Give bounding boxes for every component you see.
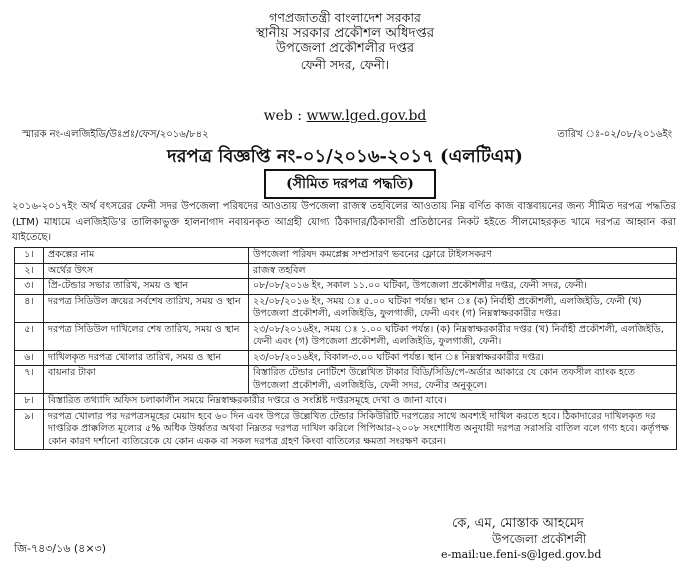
- row-value: বিস্তারিত টেন্ডার নোটিশে উল্লেখিত টাকার বিডি/সিডি/পে-অর্ডার আকারে যে কোন তফসীল ব্যাংক হতে উপজেলা প্রকৌশলী, এলজিইডি, ফেনী সদর, ফেনীর অনুকূলে।: [249, 366, 677, 394]
- row-number: ৯।: [15, 409, 44, 450]
- website-link[interactable]: www.lged.gov.bd: [306, 108, 427, 124]
- table-row: [15, 322, 677, 350]
- row-value: রাজস্ব তহবিল: [249, 263, 677, 279]
- website-line: [0, 108, 690, 124]
- row-number: ৫।: [15, 322, 44, 350]
- row-value: ০৮/০৮/২০১৬ ইং, সকাল ১১.০০ ঘটিকা, উপজেলা প্রকৌশলীর দপ্তর, ফেনী সদর, ফেনী।: [249, 279, 677, 295]
- table-row: [15, 409, 677, 450]
- row-label: প্রি-টেন্ডার সভার তারিখ, সময় ও স্থান: [44, 279, 249, 295]
- row-label: দরপত্র সিডিউল দাখিলের শেষ তারিখ, সময় ও স্থান: [44, 322, 249, 350]
- row-value: ২৩/০৮/২০১৬ইং, বিকাল-৩.০০ ঘটিকা পর্যন্ত। স্থান ঃ নিম্নস্বাক্ষরকারীর দপ্তর।: [249, 350, 677, 366]
- notice-subtitle: (সীমিত দরপত্র পদ্ধতি): [264, 169, 436, 199]
- row-number: ৪।: [15, 294, 44, 322]
- table-row: [15, 366, 677, 394]
- notice-title: দরপত্র বিজ্ঞপ্তি নং-০১/২০১৬-২০১৭ (এলটিএম): [167, 146, 523, 167]
- table-row: [15, 394, 677, 410]
- signatory-email[interactable]: e-mail:ue.feni-s@lged.gov.bd: [441, 548, 602, 561]
- table-row: [15, 279, 677, 295]
- row-value: ২২/০৮/২০১৬ ইং, সময় ঃ ৫.০০ ঘটিকা পর্যন্ত। স্থান ঃ (ক) নির্বাহী প্রকৌশলী, এলজিইডি, ফেনী (খ) উপজেলা প্রকৌশলী, এলজিইডি, ফুলগাজী, ফেনী এবং (গ) নিম্নস্বাক্ষরকারীর দপ্তর।: [249, 294, 677, 322]
- table-row: [15, 294, 677, 322]
- table-row: [15, 248, 677, 264]
- row-label: বায়নার টাকা: [44, 366, 249, 394]
- row-number: ৭।: [15, 366, 44, 394]
- office-header: [0, 10, 690, 72]
- row-value: বিস্তারিত তথ্যাদি অফিস চলাকালীন সময়ে নিম্নস্বাক্ষরকারীর দপ্তরে ও সংশ্লিষ্ট দপ্তরসমূহে দেখা ও জানা যাবে।: [44, 394, 677, 410]
- signatory-name: কে, এম, মোস্তাক আহমেদ: [452, 516, 584, 531]
- web-label: web :: [263, 108, 303, 124]
- row-label: অর্থের উৎস: [44, 263, 249, 279]
- row-number: ১।: [15, 248, 44, 264]
- row-value: ২৩/০৮/২০১৬ইং, সময় ঃ ১.০০ ঘটিকা পর্যন্ত। (ক) নিম্নস্বাক্ষরকারীর দপ্তর (খ) নির্বাহী প্রকৌশলী, এলজিইডি, ফেনী এবং (গ) উপজেলা প্রকৌশলী, এলজিইডি, ফুলগাজী, ফেনী।: [249, 322, 677, 350]
- reference-code: জি-৭৪৩/১৬ (৪×৩): [14, 542, 106, 555]
- row-number: ২।: [15, 263, 44, 279]
- table-row: [15, 263, 677, 279]
- signatory-title: উপজেলা প্রকৌশলী: [492, 532, 587, 546]
- row-number: ৬।: [15, 350, 44, 366]
- row-number: ৩।: [15, 279, 44, 295]
- row-label: দরপত্র সিডিউল ক্রয়ের সর্বশেষ তারিখ, সময় ও স্থান: [44, 294, 249, 322]
- tender-details-table: [14, 247, 677, 450]
- row-value: দরপত্র খোলার পর দরপত্রসমূহের মেয়াদ হবে ৬০ দিন এবং উপরে উল্লেখিত টেন্ডার সিকিউরিটি দরপত্রের সাথে অবশ্যই দাখিল করতে হবে। ঠিকাদারের দাখিলকৃত দর দাপ্তরিক প্রাক্কলিত মূল্যের ৫% অধিক উর্ধ্বতর অথবা নিম্নতর দরপত্র দাখিল করিলে পিপিআর-২০০৮ সংশোধিত অনুযায়ী দরপত্র সরাসরি বাতিল বলে গণ্য হবে। কর্তৃপক্ষ কোন কারণ দর্শানো ব্যতিরেকে যে কোন একক বা সকল দরপত্র গ্রহণ কিংবা বাতিলের ক্ষমতা সংরক্ষণ করেন।: [44, 409, 677, 450]
- row-number: ৮।: [15, 394, 44, 410]
- row-value: উপজেলা পরিষদ কমপ্লেক্স সম্প্রসারণ ভবনের ফ্লোরে টাইলসকরণ: [249, 248, 677, 264]
- row-label: প্রকল্পের নাম: [44, 248, 249, 264]
- memo-number: স্মারক নং-এলজিইডি/উঃপ্রঃ/ফেস/২০১৬/৮৪২: [22, 129, 209, 140]
- department-name: স্থানীয় সরকার প্রকৌশল অধিদপ্তর: [255, 24, 435, 41]
- office-name: উপজেলা প্রকৌশলীর দপ্তর: [275, 41, 415, 56]
- intro-paragraph: ২০১৬-২০১৭ইং অর্থ বৎসরের ফেনী সদর উপজেলা পরিষদের আওতায় উপজেলা রাজস্ব তহবিলের আওতায় নিম্ন বর্ণিত কাজ বাস্তবায়নের জন্য সীমিত দরপত্র পদ্ধতির (LTM) মাধ্যমে এলজিইডি'র তালিকাভুক্ত হালনাগাদ নবায়নকৃত আগ্রহী যোগ্য ঠিকাদার/ঠিকাদারী প্রতিষ্ঠানের নিকট হইতে সীলমোহরকৃত খামে দরপত্র আহ্বান করা যাইতেছে।: [12, 201, 676, 243]
- office-location: ফেনী সদর, ফেনী।: [300, 56, 390, 72]
- govt-name: গণপ্রজাতন্ত্রী বাংলাদেশ সরকার: [269, 10, 421, 25]
- row-label: দাখিলকৃত দরপত্র খোলার তারিখ, সময় ও স্থান: [44, 350, 249, 366]
- notice-date: তারিখ ঃ-০২/০৮/২০১৬ইং: [557, 129, 672, 140]
- table-row: [15, 350, 677, 366]
